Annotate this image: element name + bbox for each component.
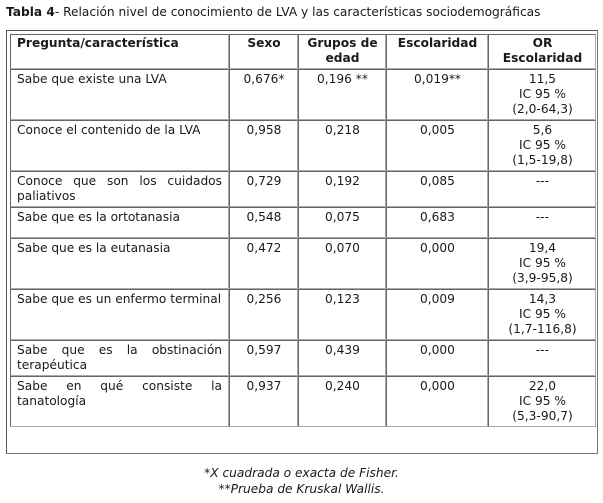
or-ic: IC 95 % xyxy=(519,307,566,321)
cell-sexo: 0,676* xyxy=(229,69,298,120)
header-grupos-edad: Grupos de edad xyxy=(298,34,386,69)
table-row xyxy=(10,238,596,289)
cell-escolaridad: 0,000 xyxy=(386,238,488,289)
or-value: --- xyxy=(535,343,550,357)
cell-grupos: 0,218 xyxy=(298,120,386,171)
data-table-container xyxy=(6,30,598,454)
or-range: (2,0-64,3) xyxy=(512,102,573,116)
table-row xyxy=(10,207,596,238)
or-value: 5,6 xyxy=(532,123,553,137)
cell-or xyxy=(488,289,596,340)
cell-pregunta: Sabe que es la obstinación terapéutica xyxy=(10,340,229,376)
header-pregunta: Pregunta/característica xyxy=(10,34,229,69)
or-range: (5,3-90,7) xyxy=(512,409,573,423)
cell-sexo: 0,729 xyxy=(229,171,298,207)
cell-or xyxy=(488,376,596,427)
or-ic: IC 95 % xyxy=(519,394,566,408)
cell-pregunta: Conoce el contenido de la LVA xyxy=(10,120,229,171)
cell-pregunta: Sabe que es la eutanasia xyxy=(10,238,229,289)
cell-sexo: 0,958 xyxy=(229,120,298,171)
cell-escolaridad: 0,005 xyxy=(386,120,488,171)
footnote-kruskal: **Prueba de Kruskal Wallis. xyxy=(218,482,385,496)
cell-grupos: 0,123 xyxy=(298,289,386,340)
table-row xyxy=(10,289,596,340)
table-caption xyxy=(6,5,601,19)
data-table xyxy=(10,34,596,427)
cell-grupos: 0,070 xyxy=(298,238,386,289)
header-or-escolaridad: OR Escolaridad xyxy=(488,34,596,69)
or-value: 14,3 xyxy=(528,292,557,306)
cell-or xyxy=(488,171,596,207)
table-label: Tabla 4 xyxy=(6,5,55,19)
cell-or xyxy=(488,69,596,120)
or-value: 19,4 xyxy=(528,241,557,255)
table-row xyxy=(10,69,596,120)
or-range: (1,5-19,8) xyxy=(512,153,573,167)
cell-or xyxy=(488,340,596,376)
cell-grupos: 0,439 xyxy=(298,340,386,376)
cell-sexo: 0,937 xyxy=(229,376,298,427)
table-row xyxy=(10,171,596,207)
table-row xyxy=(10,120,596,171)
or-value: 22,0 xyxy=(528,379,557,393)
cell-sexo: 0,256 xyxy=(229,289,298,340)
or-ic: IC 95 % xyxy=(519,138,566,152)
cell-grupos: 0,196 ** xyxy=(298,69,386,120)
cell-escolaridad: 0,009 xyxy=(386,289,488,340)
or-range: (1,7-116,8) xyxy=(508,322,577,336)
table-header-row xyxy=(10,34,596,69)
cell-pregunta: Sabe que es la ortotanasia xyxy=(10,207,229,238)
footnote-fisher: *X cuadrada o exacta de Fisher. xyxy=(204,466,399,480)
cell-grupos: 0,240 xyxy=(298,376,386,427)
header-escolaridad: Escolaridad xyxy=(386,34,488,69)
table-row xyxy=(10,340,596,376)
cell-escolaridad: 0,085 xyxy=(386,171,488,207)
header-sexo: Sexo xyxy=(229,34,298,69)
or-ic: IC 95 % xyxy=(519,87,566,101)
cell-sexo: 0,548 xyxy=(229,207,298,238)
cell-or xyxy=(488,238,596,289)
cell-sexo: 0,597 xyxy=(229,340,298,376)
table-caption-text: - Relación nivel de conocimiento de LVA y las características sociodemográficas xyxy=(54,5,541,19)
or-range: (3,9-95,8) xyxy=(512,271,573,285)
or-value: --- xyxy=(535,210,550,224)
cell-grupos: 0,192 xyxy=(298,171,386,207)
cell-grupos: 0,075 xyxy=(298,207,386,238)
or-ic: IC 95 % xyxy=(519,256,566,270)
table-row xyxy=(10,376,596,427)
cell-escolaridad: 0,000 xyxy=(386,376,488,427)
cell-escolaridad: 0,000 xyxy=(386,340,488,376)
cell-or xyxy=(488,207,596,238)
cell-pregunta: Sabe que es un enfermo terminal xyxy=(10,289,229,340)
cell-pregunta: Conoce que son los cuidados paliativos xyxy=(10,171,229,207)
cell-or xyxy=(488,120,596,171)
cell-pregunta: Sabe que existe una LVA xyxy=(10,69,229,120)
or-value: 11,5 xyxy=(528,72,557,86)
or-value: --- xyxy=(535,174,550,188)
cell-escolaridad: 0,683 xyxy=(386,207,488,238)
cell-escolaridad: 0,019** xyxy=(386,69,488,120)
cell-pregunta: Sabe en qué consiste la tanatología xyxy=(10,376,229,427)
cell-sexo: 0,472 xyxy=(229,238,298,289)
